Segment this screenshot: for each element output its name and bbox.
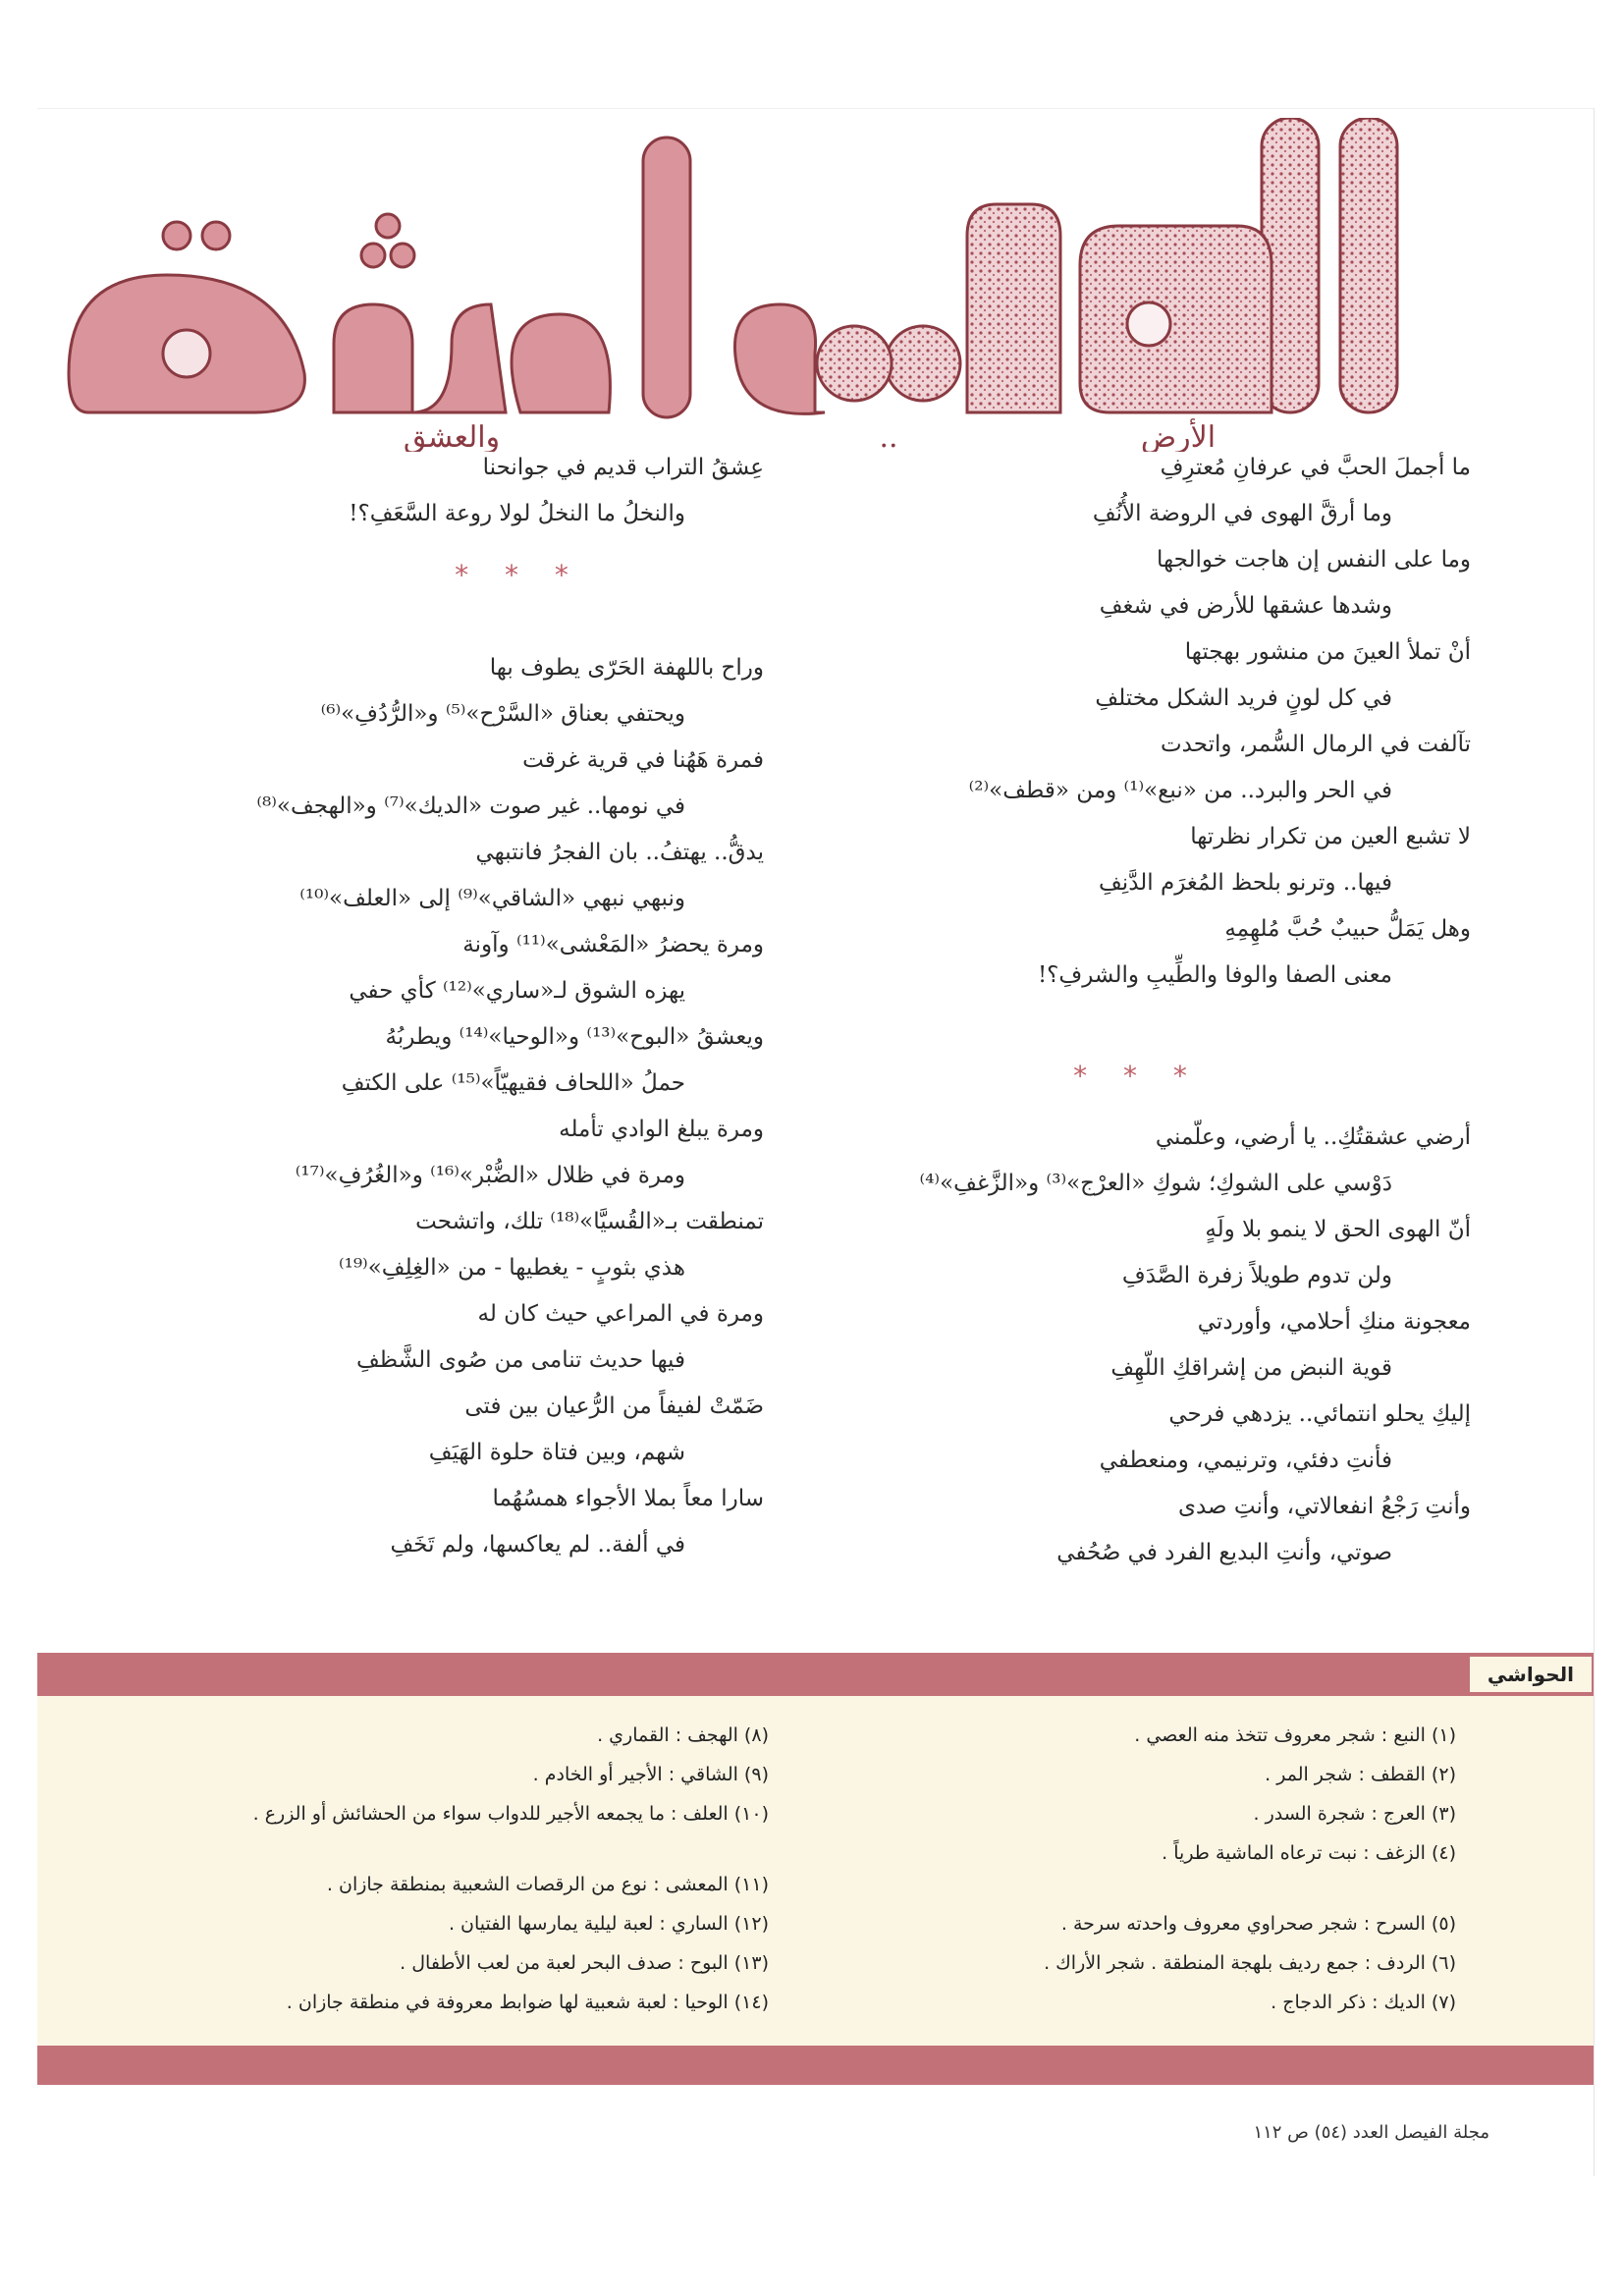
hemistich: تمنطقت بـ«القُسيَّا»⁽¹⁸⁾ تلك، واتشحت xyxy=(415,1208,764,1234)
page-footer: مجلة الفيصل العدد (٥٤) ص ١١٢ xyxy=(1253,2122,1489,2143)
hemistich: ضَمّتْ لفيفاً من الرُّعيان بين فتى xyxy=(464,1393,764,1419)
hemistich: صوتي، وأنتِ البديع الفرد في صُحُفي xyxy=(1056,1539,1392,1565)
hemistich: لا تشبع العين من تكرار نظرتها xyxy=(1190,823,1471,849)
hemistich: ويحتفي بعناق «السَّرْح»⁽⁵⁾ و«الرُّدُفِ»⁽⁶⁾ xyxy=(320,700,685,727)
footnotes-heading: الحواشي xyxy=(1470,1657,1592,1692)
footnote-item: (١٤) الوحيا : لعبة شعبية لها ضوابط معروفة في منطقة جازان . xyxy=(286,1992,769,2013)
hemistich: هذي بثوبٍ - يغطيها - من «الغِلِفِ»⁽¹⁹⁾ xyxy=(338,1254,685,1281)
footnote-item: (١٢) الساري : لعبة ليلية يمارسها الفتيان . xyxy=(448,1913,769,1935)
footnote-item: (٤) الزغف : نبت ترعاه الماشية طرياً . xyxy=(1162,1842,1456,1864)
hemistich: وأنتِ رَجْعُ انفعالاتي، وأنتِ صدى xyxy=(1177,1493,1471,1519)
title-separator xyxy=(817,326,960,401)
hemistich: معنى الصفا والوفا والطِّيبِ والشرفِ؟! xyxy=(1037,961,1392,988)
hemistich: ومرة يبلغ الوادي تأمله xyxy=(559,1116,764,1142)
hemistich: فيها.. وترنو بلحظ المُغرَم الدَّنِفِ xyxy=(1099,869,1392,896)
title-text-separator: .. xyxy=(879,420,898,452)
hemistich: في الحر والبرد.. من «نبع»⁽¹⁾ ومن «قطف»⁽²⁾ xyxy=(968,777,1392,803)
hemistich: يدقُّ.. يهتفُ.. بان الفجرُ فانتبهي xyxy=(475,839,764,865)
footnotes-right-list xyxy=(867,1716,1456,2022)
hemistich: أرضي عشقتُكِ.. يا أرضي، وعلّمني xyxy=(1155,1123,1471,1150)
title-artwork xyxy=(59,118,1502,452)
poem-left-column xyxy=(86,444,764,1567)
title-word-2 xyxy=(69,137,825,417)
hemistich: إليكِ يحلو انتمائي.. يزدهي فرحي xyxy=(1168,1400,1471,1427)
footnote-spacer xyxy=(867,1873,1456,1904)
poem-right-column xyxy=(803,444,1471,1575)
stanza-1 xyxy=(803,444,1471,998)
hemistich: سارا معاً بملا الأجواء همسُهُما xyxy=(492,1485,764,1511)
hemistich: ولن تدوم طويلاً زفرة الصَّدَفِ xyxy=(1121,1262,1392,1288)
hemistich: فيها حديث تنامى من صُوى الشَّظفِ xyxy=(355,1346,685,1373)
stanza-2 xyxy=(803,1114,1471,1575)
hemistich: ومرة في المراعي حيث كان له xyxy=(477,1300,764,1327)
hemistich: يهزه الشوق لـ«ساري»⁽¹²⁾ كأي حفي xyxy=(349,977,685,1004)
hemistich: حملُ «اللحاف فقيهيّاً»⁽¹⁵⁾ على الكتفِ xyxy=(341,1069,685,1096)
footnotes-footer-bar xyxy=(37,2046,1594,2085)
hemistich: عِشقُ التراب قديم في جوانحنا xyxy=(482,454,764,480)
hemistich: في كل لونٍ فريد الشكل مختلفِ xyxy=(1095,684,1392,711)
footnotes-header-bar xyxy=(37,1653,1594,1696)
hemistich: وراح باللهفة الحَرّى يطوف بها xyxy=(489,654,764,681)
footnote-item: (٦) الردف : جمع رديف بلهجة المنطقة . شجر الأراك . xyxy=(1044,1952,1456,1974)
hemistich: أنّ الهوى الحق لا ينمو بلا ولَهٍ xyxy=(1205,1216,1471,1242)
footnote-item: (١٣) البوح : صدف البحر لعبة من لعب الأطفال . xyxy=(400,1952,769,1974)
title-word-1 xyxy=(967,118,1397,412)
footnote-item: (١) النبع : شجر معروف تتخذ منه العصي . xyxy=(1134,1724,1456,1746)
hemistich: فمرة هَهُنا في قرية غرقت xyxy=(522,746,764,773)
hemistich: في ألفة.. لم يعاكسها، ولم تَخَفِ xyxy=(390,1531,685,1558)
hemistich: قوية النبض من إشراقكِ اللّهِفِ xyxy=(1110,1354,1392,1381)
footnote-item: (١٠) العلف : ما يجمعه الأجير للدواب سواء من الحشائش أو الزرع . xyxy=(252,1803,769,1825)
hemistich: تآلفت في الرمال السُّمر، واتحدت xyxy=(1161,731,1471,757)
footnote-item: (٢) القطف : شجر المر . xyxy=(1265,1764,1456,1785)
hemistich: فأنتِ دفئي، وترنيمي، ومنعطفي xyxy=(1099,1447,1392,1473)
hemistich: ومرة يحضرُ «المَعْشى»⁽¹¹⁾ وآونة xyxy=(462,931,764,957)
hemistich: وما على النفس إن هاجت خوالجها xyxy=(1157,546,1471,573)
hemistich: ونبهي نبهي «الشاقي»⁽⁹⁾ إلى «العلف»⁽¹⁰⁾ xyxy=(299,885,685,911)
hemistich: وهل يَمَلُّ حبيبٌ حُبَّ مُلهِمِهِ xyxy=(1224,915,1471,942)
hemistich: أنْ تملأ العينَ من منشور بهجتها xyxy=(1184,638,1471,665)
footnotes-panel xyxy=(37,1653,1594,2085)
footnote-item: (٣) العرج : شجرة السدر . xyxy=(1253,1803,1456,1825)
footnotes-left-list xyxy=(62,1716,769,2022)
title-text-2: والعشق xyxy=(403,420,501,452)
hemistich: ويعشقُ «البوح»⁽¹³⁾ و«الوحيا»⁽¹⁴⁾ ويطربُهُ xyxy=(385,1023,764,1050)
footnote-item: (١١) المعشى : نوع من الرقصات الشعبية بمنطقة جازان . xyxy=(326,1874,769,1895)
footnote-item: (٨) الهجف : القماري . xyxy=(597,1724,769,1746)
section-divider-stars: * * * xyxy=(1073,1060,1201,1092)
footnote-item: (٩) الشاقي : الأجير أو الخادم . xyxy=(532,1764,769,1785)
hemistich: والنخلُ ما النخلُ لولا روعة السَّعَفِ؟! xyxy=(349,500,685,526)
hemistich: وشدها عشقها للأرض في شغفِ xyxy=(1099,592,1392,619)
footnote-item: (٥) السرح : شجر صحراوي معروف واحدته سرحة . xyxy=(1060,1913,1456,1935)
section-divider-stars: * * * xyxy=(455,559,582,591)
hemistich: وما أرقَّ الهوى في الروضة الأُنُفِ xyxy=(1092,500,1392,526)
footnote-spacer xyxy=(62,1833,769,1865)
title-text-1: الأرض xyxy=(1140,420,1217,452)
hemistich: معجونة منكِ أحلامي، وأوردتي xyxy=(1197,1308,1471,1335)
footnote-item: (٧) الديك : ذكر الدجاج . xyxy=(1271,1992,1456,2013)
hemistich: في نومها.. غير صوت «الديك»⁽⁷⁾ و«الهجف»⁽⁸⁾ xyxy=(256,793,685,819)
hemistich: ومرة في ظلال «الضُّبْر»⁽¹⁶⁾ و«الغُرُفِ»⁽¹⁷⁾ xyxy=(295,1162,685,1188)
hemistich: دَوْسي على الشوكِ؛ شوكِ «العرْج»⁽³⁾ و«الزَّغفِ»⁽⁴⁾ xyxy=(919,1170,1392,1196)
hemistich: ما أجملَ الحبَّ في عرفانِ مُعترِفِ xyxy=(1160,454,1471,480)
stanza-4 xyxy=(86,644,764,1567)
hemistich: شهم، وبين فتاة حلوة الهَيَفِ xyxy=(428,1439,685,1465)
stanza-3 xyxy=(86,444,764,536)
